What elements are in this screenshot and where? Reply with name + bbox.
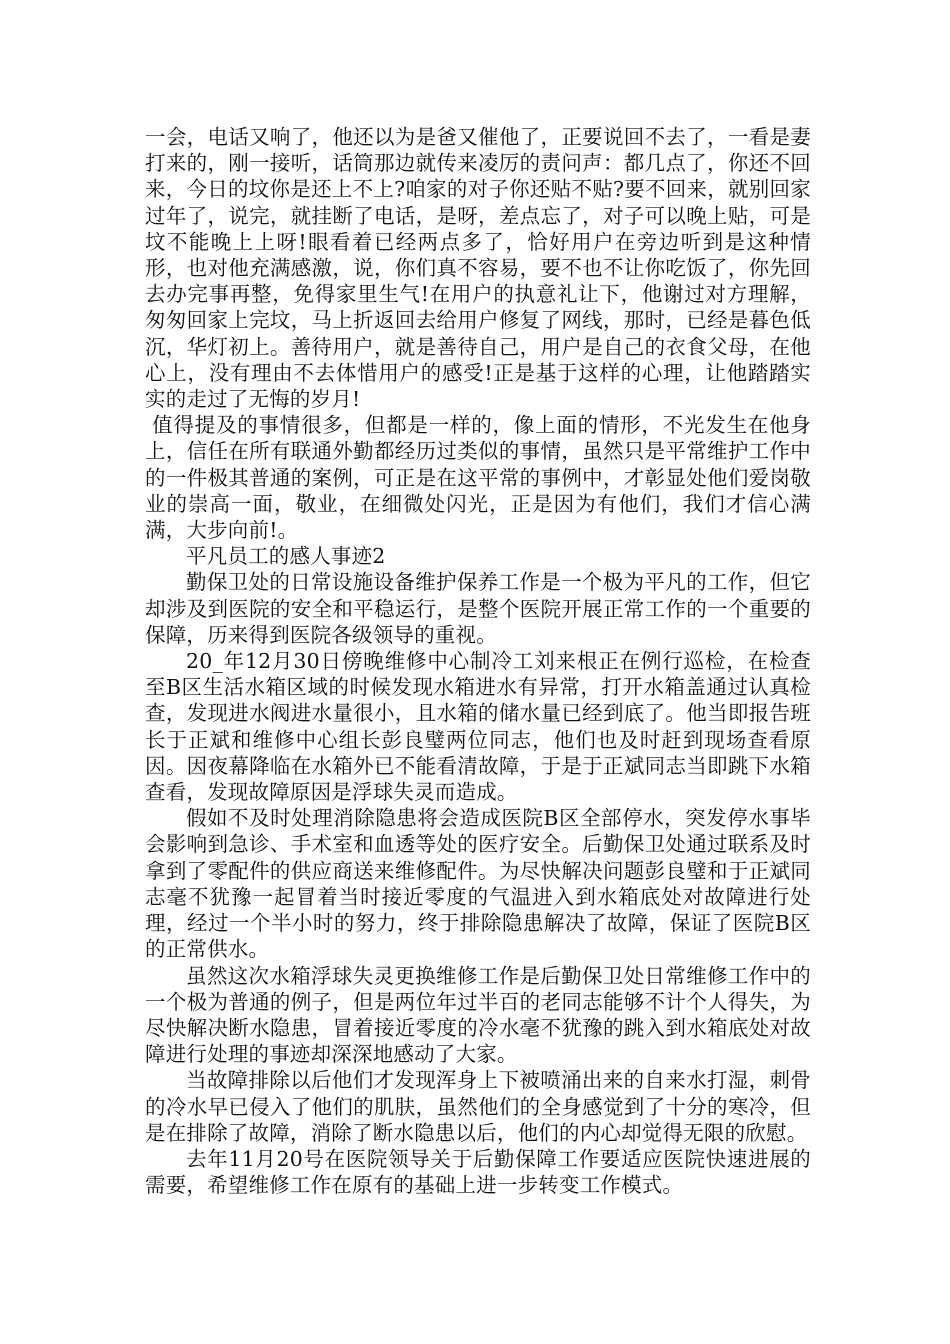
section-heading: 平凡员工的感人事迹2 [186,544,386,569]
paragraph-5: 假如不及时处理消除隐患将会造成医院B区全部停水，突发停水事毕会影响到急诊、手术室和血透等处的医疗安全。后勤保卫处通过联系及时拿到了零配件的供应商送来维修配件。为尽快解决问题彭良璧和于正斌同志毫不犹豫一起冒着当时接近零度的气温进入到水箱底处对故障进行处理，经过一个半小时的努力，终于排除隐患解决了故障，保证了医院B区的正常供水。 [145,806,811,962]
document-body [145,124,811,1198]
paragraph-2: 值得提及的事情很多，但都是一样的，像上面的情形，不光发生在他身上，信任在所有联通外勤都经历过类似的事情，虽然只是平常维护工作中的一件极其普通的案例，可正是在这平常的事例中，才彰显处他们爱岗敬业的崇高一面，敬业，在细微处闪光，正是因为有他们，我们才信心满满，大步向前!。 [145,413,811,543]
paragraph-4: 20_年12月30日傍晚维修中心制冷工刘来根正在例行巡检，在检查至B区生活水箱区域的时候发现水箱进水有异常，打开水箱盖通过认真检查，发现进水阀进水量很小，且水箱的储水量已经到底了。他当即报告班长于正斌和维修中心组长彭良璧两位同志，他们也及时赶到现场查看原因。因夜幕降临在水箱外已不能看清故障，于是于正斌同志当即跳下水箱查看，发现故障原因是浮球失灵而造成。 [145,649,811,805]
paragraph-8: 去年11月20号在医院领导关于后勤保障工作要适应医院快速进展的需要，希望维修工作在原有的基础上进一步转变工作模式。 [145,1146,811,1198]
paragraph-1: 一会，电话又响了，他还以为是爸又催他了，正要说回不去了，一看是妻打来的，刚一接听，话筒那边就传来凌厉的责问声：都几点了，你还不回来，今日的坟你是还上不上?咱家的对子你还贴不贴?要不回来，就别回家过年了，说完，就挂断了电话，是呀，差点忘了，对子可以晚上贴，可是坟不能晚上上呀!眼看着已经两点多了，恰好用户在旁边听到是这种情形，也对他充满感激，说，你们真不容易，要不也不让你吃饭了，你先回去办完事再整，免得家里生气!在用户的执意礼让下，他谢过对方理解，匆匆回家上完坟，马上折返回去给用户修复了网线，那时，已经是暮色低沉，华灯初上。善待用户，就是善待自己，用户是自己的衣食父母，在他心上，没有理由不去体惜用户的感受!正是基于这样的心理，让他踏踏实实的走过了无悔的岁月! [145,125,811,412]
paragraph-7: 当故障排除以后他们才发现浑身上下被喷涌出来的自来水打湿，刺骨的冷水早已侵入了他们的肌肤，虽然他们的全身感觉到了十分的寒冷，但是在排除了故障，消除了断水隐患以后，他们的内心却觉得无限的欣慰。 [145,1068,811,1145]
paragraph-3: 勤保卫处的日常设施设备维护保养工作是一个极为平凡的工作，但它却涉及到医院的安全和平稳运行，是整个医院开展正常工作的一个重要的保障，历来得到医院各级领导的重视。 [145,570,811,647]
paragraph-6: 虽然这次水箱浮球失灵更换维修工作是后勤保卫处日常维修工作中的一个极为普通的例子，但是两位年过半百的老同志能够不计个人得失，为尽快解决断水隐患，冒着接近零度的冷水毫不犹豫的跳入到水箱底处对故障进行处理的事迹却深深地感动了大家。 [145,963,811,1067]
